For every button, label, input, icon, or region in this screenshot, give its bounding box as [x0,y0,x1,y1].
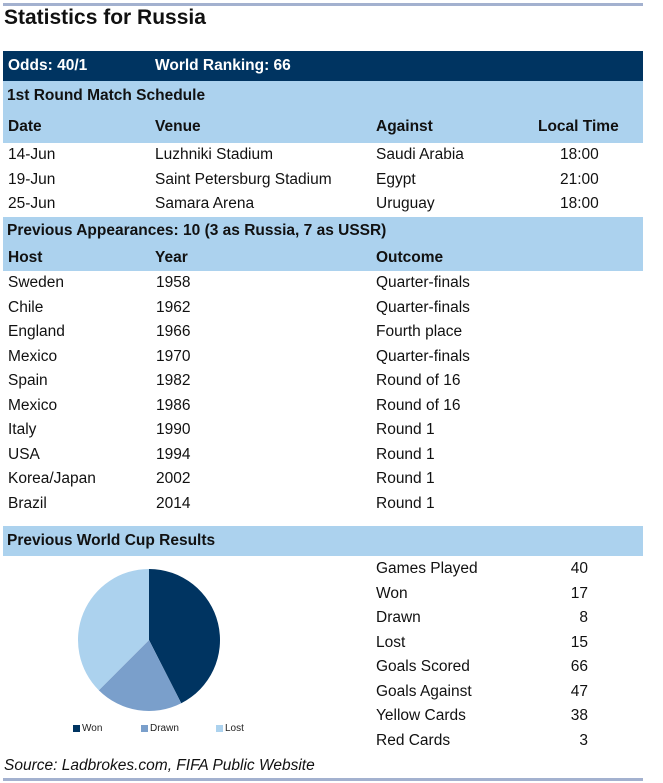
appearance-outcome: Round of 16 [376,372,461,390]
appearance-outcome: Round 1 [376,494,435,512]
stat-value: 17 [570,584,588,602]
stat-label: Goals Scored [376,658,470,676]
appearances-column-headers [3,245,643,271]
legend-label: Drawn [150,723,179,734]
stat-value: 15 [570,633,588,651]
page-title: Statistics for Russia [4,6,206,29]
appearance-host: Korea/Japan [8,470,96,488]
stat-label: Drawn [376,609,421,627]
schedule-venue: Saint Petersburg Stadium [155,170,332,188]
column-header-venue: Venue [155,118,201,135]
column-header-host: Host [8,249,43,266]
appearance-outcome: Round 1 [376,470,435,488]
appearance-row [3,345,643,370]
stat-label: Games Played [376,560,478,578]
appearance-year: 1994 [156,445,191,463]
appearance-host: Sweden [8,274,65,292]
schedule-local-time: 18:00 [560,195,599,213]
stat-label: Won [376,584,408,602]
odds-ranking-bar [3,51,643,81]
stat-row [3,606,643,631]
appearance-outcome: Round of 16 [376,396,461,414]
appearance-row [3,296,643,321]
stat-label: Red Cards [376,731,451,749]
appearance-host: Mexico [8,347,58,365]
appearance-host: USA [8,445,40,463]
legend-label: Won [82,723,103,734]
appearance-year: 1958 [156,274,191,292]
appearance-year: 2002 [156,470,191,488]
appearance-outcome: Quarter-finals [376,274,470,292]
stat-label: Lost [376,633,406,651]
stat-row [3,582,643,607]
schedule-row [3,143,643,168]
stat-row [3,631,643,656]
appearance-row [3,394,643,419]
appearance-row [3,271,643,296]
stat-value: 47 [570,682,588,700]
legend-label: Lost [225,723,244,734]
column-header-outcome: Outcome [376,249,444,266]
odds-label: Odds: 40/1 [8,57,88,74]
appearance-host: Spain [8,372,48,390]
schedule-venue: Samara Arena [155,195,255,213]
appearance-outcome: Round 1 [376,445,435,463]
appearance-year: 1986 [156,396,191,414]
stat-row [3,655,643,680]
column-header-against: Against [376,118,433,135]
appearance-row [3,492,643,517]
appearance-year: 1982 [156,372,191,390]
appearance-row [3,369,643,394]
column-header-local-time: Local Time [538,118,619,135]
column-header-date: Date [8,118,42,135]
appearance-year: 1990 [156,421,191,439]
appearance-host: Italy [8,421,37,439]
appearance-year: 1962 [156,298,191,316]
appearance-year: 1966 [156,323,191,341]
schedule-against: Uruguay [376,195,435,213]
appearance-host: Chile [8,298,44,316]
appearance-host: England [8,323,65,341]
column-header-year: Year [155,249,188,266]
schedule-date: 19-Jun [8,170,56,188]
stat-row [3,557,643,582]
schedule-against: Egypt [376,170,416,188]
appearance-row [3,418,643,443]
schedule-row [3,168,643,193]
schedule-local-time: 21:00 [560,170,599,188]
appearance-year: 1970 [156,347,191,365]
stat-value: 40 [570,560,588,578]
stat-value: 66 [570,658,588,676]
schedule-against: Saudi Arabia [376,146,464,164]
appearance-outcome: Quarter-finals [376,298,470,316]
stat-label: Yellow Cards [376,707,466,725]
results-section-header [3,526,643,556]
appearance-host: Brazil [8,494,47,512]
appearances-section-header [3,217,643,245]
stat-value: 38 [570,707,588,725]
source-note: Source: Ladbrokes.com, FIFA Public Website [4,757,315,774]
stat-label: Goals Against [376,682,472,700]
appearance-outcome: Fourth place [376,323,463,341]
world-ranking-label: World Ranking: 66 [155,57,291,74]
schedule-column-headers [3,111,643,143]
appearance-row [3,443,643,468]
stat-row [3,680,643,705]
appearance-row [3,320,643,345]
stat-value: 8 [579,609,588,627]
schedule-date: 14-Jun [8,146,56,164]
stat-row [3,729,643,754]
appearance-year: 2014 [156,494,191,512]
appearance-outcome: Quarter-finals [376,347,470,365]
appearances-section-title: Previous Appearances: 10 (3 as Russia, 7 as USSR) [7,222,387,239]
appearance-outcome: Round 1 [376,421,435,439]
appearance-row [3,467,643,492]
appearance-host: Mexico [8,396,58,414]
schedule-date: 25-Jun [8,195,56,213]
bottom-rule [3,778,643,781]
schedule-venue: Luzhniki Stadium [155,146,274,164]
schedule-row [3,192,643,217]
schedule-section-header [3,81,643,111]
stat-value: 3 [579,731,588,749]
stat-row [3,704,643,729]
results-section-title: Previous World Cup Results [7,532,216,549]
schedule-section-title: 1st Round Match Schedule [7,87,206,104]
schedule-local-time: 18:00 [560,146,599,164]
